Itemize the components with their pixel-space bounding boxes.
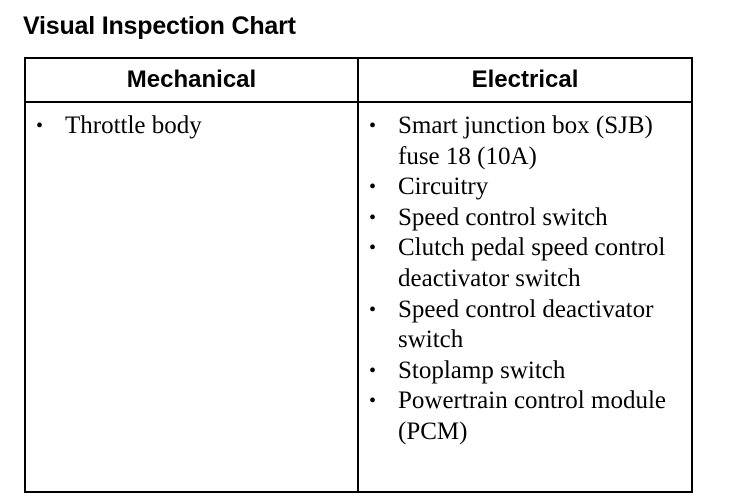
electrical-item-label: Smart junction box (SJB) fuse 18 (10A) (398, 112, 653, 170)
electrical-cell (358, 102, 692, 492)
electrical-item-label: Stoplamp switch (398, 356, 566, 384)
electrical-item-label: Speed control deactivator switch (398, 295, 654, 354)
bullet-icon: • (369, 359, 377, 382)
mechanical-cell (25, 102, 358, 492)
bullet-icon: • (36, 115, 44, 137)
chart-title: Visual Inspection Chart (23, 12, 296, 40)
table-header-row (25, 58, 692, 102)
mechanical-column-header: Mechanical (25, 58, 358, 102)
bullet-icon: • (369, 176, 377, 199)
electrical-item (367, 386, 691, 447)
electrical-column-header: Electrical (358, 58, 692, 102)
electrical-item-label: Clutch pedal speed control deactivator switch (398, 234, 666, 292)
electrical-item (367, 111, 691, 172)
bullet-icon: • (369, 298, 377, 321)
bullet-icon: • (369, 390, 377, 413)
bullet-icon: • (369, 237, 377, 260)
mechanical-item (34, 111, 357, 142)
electrical-item-label: Powertrain control module (PCM) (398, 387, 666, 445)
electrical-item (367, 233, 691, 294)
electrical-item (367, 356, 691, 387)
electrical-item (367, 203, 691, 234)
electrical-item-list (367, 111, 691, 448)
bullet-icon: • (369, 206, 377, 229)
electrical-item-label: Speed control switch (398, 203, 608, 231)
electrical-item (367, 172, 691, 203)
table-body-row (25, 102, 692, 492)
bullet-icon: • (369, 115, 377, 137)
electrical-item-label: Circuitry (398, 173, 489, 201)
electrical-item (367, 295, 691, 356)
mechanical-item-list (34, 111, 357, 142)
visual-inspection-table (24, 57, 693, 493)
mechanical-item-label: Throttle body (65, 112, 202, 139)
